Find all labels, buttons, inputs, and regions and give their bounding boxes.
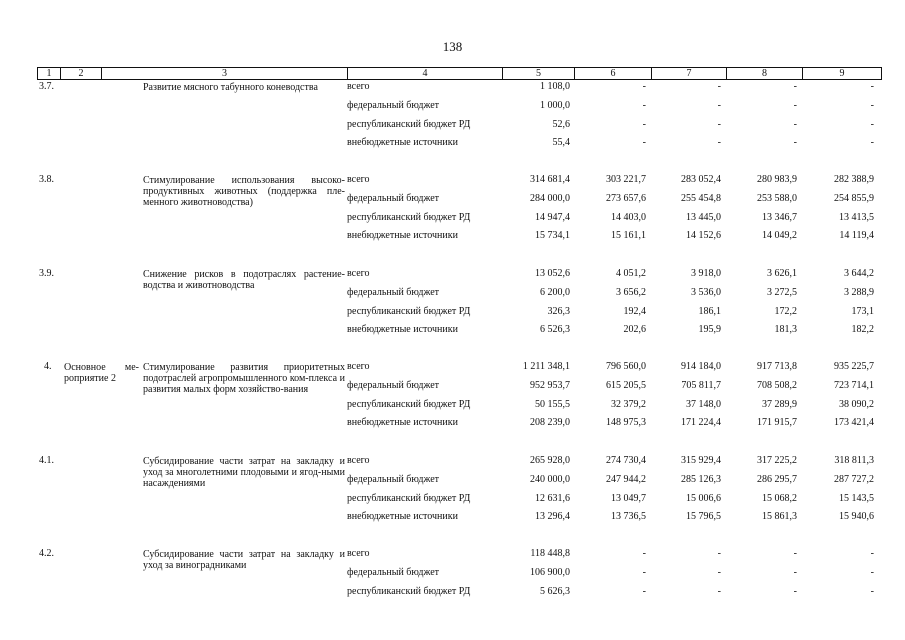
value-cell: 118 448,8 <box>530 548 570 559</box>
value-cell: - <box>717 100 721 111</box>
value-cell: - <box>870 81 874 92</box>
value-cell: - <box>642 548 646 559</box>
row-description: Стимулирование использования высоко-продуктивных животных (поддержка пле-менного животноводства) <box>143 175 345 208</box>
value-cell: - <box>717 548 721 559</box>
value-cell: 15 861,3 <box>762 511 797 522</box>
funding-source: республиканский бюджет РД <box>347 119 471 130</box>
value-cell: 254 855,9 <box>834 193 874 204</box>
row-description: Субсидирование части затрат на закладку и уход за многолетними плодовыми и ягод-ными насаждениями <box>143 456 345 489</box>
value-cell: 3 288,9 <box>844 287 874 298</box>
value-cell: - <box>793 119 797 130</box>
value-cell: 14 049,2 <box>762 230 797 241</box>
value-cell: 3 644,2 <box>844 268 874 279</box>
value-cell: 32 379,2 <box>611 399 646 410</box>
value-cell: 280 983,9 <box>757 174 797 185</box>
page-number: 138 <box>442 39 463 54</box>
value-cell: - <box>870 586 874 597</box>
value-cell: 173,1 <box>851 306 874 317</box>
funding-source: республиканский бюджет РД <box>347 399 471 410</box>
value-cell: 181,3 <box>774 324 797 335</box>
funding-source: федеральный бюджет <box>347 193 440 204</box>
header-col-2: 2 <box>61 68 102 79</box>
value-cell: 240 000,0 <box>530 474 570 485</box>
value-cell: 15 940,6 <box>839 511 874 522</box>
value-cell: 285 126,3 <box>681 474 721 485</box>
value-cell: - <box>793 586 797 597</box>
value-cell: 3 918,0 <box>691 268 721 279</box>
value-cell: - <box>870 548 874 559</box>
value-cell: 274 730,4 <box>606 455 646 466</box>
header-col-1: 1 <box>38 68 61 79</box>
value-cell: - <box>642 119 646 130</box>
value-cell: 13 049,7 <box>611 493 646 504</box>
value-cell: 6 200,0 <box>540 287 570 298</box>
value-cell: - <box>642 586 646 597</box>
value-cell: 3 272,5 <box>767 287 797 298</box>
value-cell: - <box>642 81 646 92</box>
value-cell: 314 681,4 <box>530 174 570 185</box>
value-cell: 3 656,2 <box>616 287 646 298</box>
value-cell: - <box>717 586 721 597</box>
value-cell: 15 006,6 <box>686 493 721 504</box>
funding-source: всего <box>347 455 370 466</box>
value-cell: 195,9 <box>698 324 721 335</box>
row-number: 4. <box>44 361 52 372</box>
value-cell: 284 000,0 <box>530 193 570 204</box>
value-cell: 208 239,0 <box>530 417 570 428</box>
funding-source: всего <box>347 361 370 372</box>
row-number: 3.7. <box>39 81 54 92</box>
value-cell: 708 508,2 <box>757 380 797 391</box>
value-cell: - <box>870 100 874 111</box>
value-cell: - <box>717 567 721 578</box>
funding-source: республиканский бюджет РД <box>347 306 471 317</box>
row-description: Стимулирование развития приоритетных подотраслей агропромышленного ком-плекса и развития малых форм хозяйство-вания <box>143 362 345 395</box>
funding-source: республиканский бюджет РД <box>347 493 471 504</box>
value-cell: 13 413,5 <box>839 212 874 223</box>
header-col-9: 9 <box>839 68 845 79</box>
value-cell: 13 296,4 <box>535 511 570 522</box>
funding-source: всего <box>347 268 370 279</box>
value-cell: 50 155,5 <box>535 399 570 410</box>
value-cell: - <box>870 137 874 148</box>
value-cell: - <box>717 81 721 92</box>
value-cell: 192,4 <box>623 306 646 317</box>
value-cell: 326,3 <box>547 306 570 317</box>
funding-source: федеральный бюджет <box>347 287 440 298</box>
value-cell: 318 811,3 <box>834 455 874 466</box>
value-cell: 4 051,2 <box>616 268 646 279</box>
value-cell: - <box>870 567 874 578</box>
value-cell: 303 221,7 <box>606 174 646 185</box>
value-cell: 1 000,0 <box>540 100 570 111</box>
header-col-7: 7 <box>652 68 727 79</box>
value-cell: - <box>793 137 797 148</box>
value-cell: 917 713,8 <box>757 361 797 372</box>
funding-source: всего <box>347 174 370 185</box>
row-description: Субсидирование части затрат на закладку и уход за виноградниками <box>143 549 345 571</box>
value-cell: 13 052,6 <box>535 268 570 279</box>
value-cell: 615 205,5 <box>606 380 646 391</box>
value-cell: 55,4 <box>552 137 570 148</box>
value-cell: 6 526,3 <box>540 324 570 335</box>
header-col-8: 8 <box>727 68 803 79</box>
value-cell: 14 152,6 <box>686 230 721 241</box>
value-cell: 14 119,4 <box>839 230 874 241</box>
value-cell: 315 929,4 <box>681 455 721 466</box>
value-cell: 14 403,0 <box>611 212 646 223</box>
value-cell: 253 588,0 <box>757 193 797 204</box>
funding-source: внебюджетные источники <box>347 324 458 335</box>
value-cell: 182,2 <box>851 324 874 335</box>
value-cell: 5 626,3 <box>540 586 570 597</box>
value-cell: 273 657,6 <box>606 193 646 204</box>
row-number: 4.2. <box>39 548 54 559</box>
row-number: 3.8. <box>39 174 54 185</box>
header-col-5: 5 <box>503 68 575 79</box>
value-cell: - <box>793 81 797 92</box>
value-cell: 171 915,7 <box>757 417 797 428</box>
value-cell: 12 631,6 <box>535 493 570 504</box>
value-cell: 3 626,1 <box>767 268 797 279</box>
funding-source: республиканский бюджет РД <box>347 586 471 597</box>
value-cell: - <box>793 567 797 578</box>
funding-source: федеральный бюджет <box>347 567 440 578</box>
value-cell: 247 944,2 <box>606 474 646 485</box>
value-cell: 186,1 <box>698 306 721 317</box>
value-cell: 914 184,0 <box>681 361 721 372</box>
value-cell: 13 736,5 <box>611 511 646 522</box>
value-cell: 37 289,9 <box>762 399 797 410</box>
value-cell: 38 090,2 <box>839 399 874 410</box>
value-cell: 1 211 348,1 <box>522 361 570 372</box>
value-cell: - <box>642 100 646 111</box>
header-col-4: 4 <box>348 68 503 79</box>
funding-source: федеральный бюджет <box>347 474 440 485</box>
value-cell: 15 734,1 <box>535 230 570 241</box>
value-cell: - <box>717 137 721 148</box>
funding-source: республиканский бюджет РД <box>347 212 471 223</box>
value-cell: 14 947,4 <box>535 212 570 223</box>
value-cell: 202,6 <box>623 324 646 335</box>
value-cell: 13 445,0 <box>686 212 721 223</box>
value-cell: 952 953,7 <box>530 380 570 391</box>
value-cell: 106 900,0 <box>530 567 570 578</box>
value-cell: 15 796,5 <box>686 511 721 522</box>
value-cell: 255 454,8 <box>681 193 721 204</box>
value-cell: 15 161,1 <box>611 230 646 241</box>
value-cell: 172,2 <box>774 306 797 317</box>
value-cell: 796 560,0 <box>606 361 646 372</box>
value-cell: 3 536,0 <box>691 287 721 298</box>
value-cell: 171 224,4 <box>681 417 721 428</box>
row-number: 3.9. <box>39 268 54 279</box>
funding-source: внебюджетные источники <box>347 417 458 428</box>
funding-source: внебюджетные источники <box>347 230 458 241</box>
value-cell: 286 295,7 <box>757 474 797 485</box>
value-cell: 282 388,9 <box>834 174 874 185</box>
value-cell: 148 975,3 <box>606 417 646 428</box>
value-cell: 15 143,5 <box>839 493 874 504</box>
header-col-6: 6 <box>575 68 652 79</box>
value-cell: - <box>717 119 721 130</box>
value-cell: - <box>793 100 797 111</box>
funding-source: федеральный бюджет <box>347 380 440 391</box>
funding-source: внебюджетные источники <box>347 511 458 522</box>
row-description: Снижение рисков в подотраслях растение-водства и животноводства <box>143 269 345 291</box>
funding-source: федеральный бюджет <box>347 100 440 111</box>
value-cell: 317 225,2 <box>757 455 797 466</box>
value-cell: 13 346,7 <box>762 212 797 223</box>
value-cell: 265 928,0 <box>530 455 570 466</box>
value-cell: 723 714,1 <box>834 380 874 391</box>
value-cell: - <box>793 548 797 559</box>
row-event-type: Основное ме-роприятие 2 <box>64 362 139 384</box>
header-col-3: 3 <box>102 68 348 79</box>
row-description: Развитие мясного табунного коневодства <box>143 82 318 93</box>
value-cell: 705 811,7 <box>681 380 721 391</box>
value-cell: 935 225,7 <box>834 361 874 372</box>
table-header <box>37 67 882 80</box>
funding-source: всего <box>347 548 370 559</box>
row-number: 4.1. <box>39 455 54 466</box>
value-cell: - <box>870 119 874 130</box>
value-cell: 37 148,0 <box>686 399 721 410</box>
value-cell: 287 727,2 <box>834 474 874 485</box>
value-cell: 52,6 <box>552 119 570 130</box>
value-cell: 15 068,2 <box>762 493 797 504</box>
value-cell: 283 052,4 <box>681 174 721 185</box>
value-cell: - <box>642 137 646 148</box>
value-cell: 173 421,4 <box>834 417 874 428</box>
value-cell: - <box>642 567 646 578</box>
funding-source: всего <box>347 81 370 92</box>
funding-source: внебюджетные источники <box>347 137 458 148</box>
value-cell: 1 108,0 <box>540 81 570 92</box>
